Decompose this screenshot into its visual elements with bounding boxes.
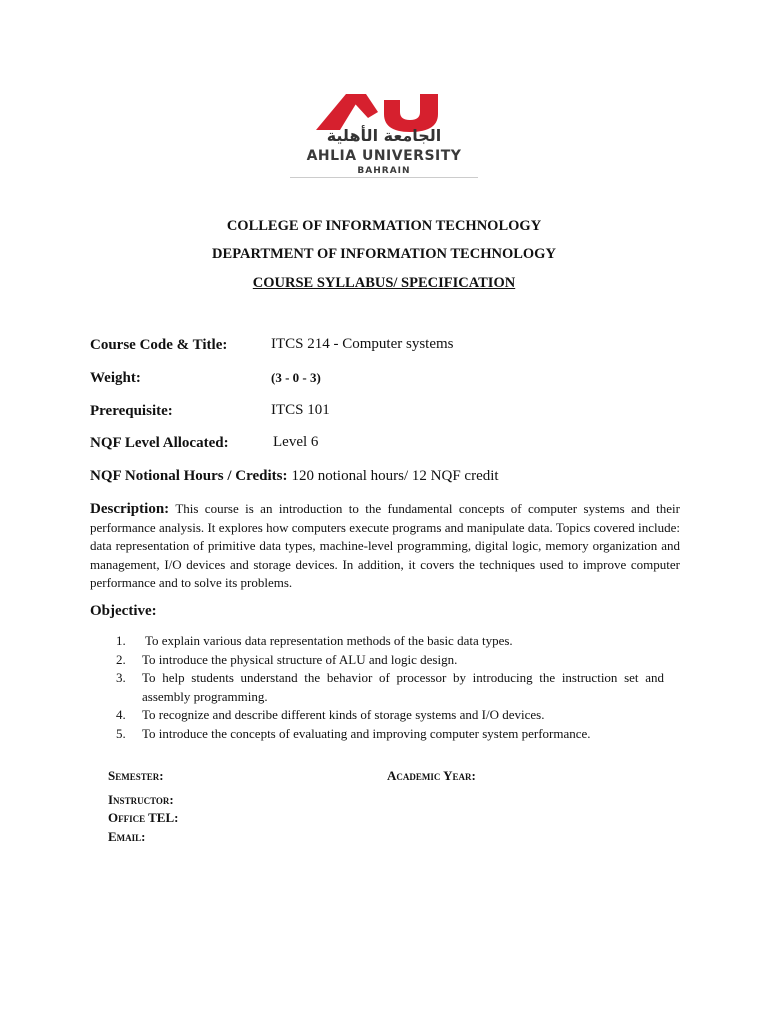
logo-arabic-name: الجامعة الأهلية xyxy=(326,126,442,145)
nqf-level-row xyxy=(90,434,229,452)
course-code-row xyxy=(90,336,227,354)
list-item-text: To introduce the concepts of evaluating and improving computer system performance. xyxy=(142,725,591,741)
prerequisite-row xyxy=(90,402,173,420)
prerequisite-label: Prerequisite: xyxy=(90,403,173,419)
weight-label: Weight: xyxy=(90,370,141,386)
academic-year-label: Academic Year: xyxy=(387,768,476,783)
list-item-text: To recognize and describe different kinds of storage systems and I/O devices. xyxy=(142,707,545,722)
list-item-number: 5. xyxy=(116,725,126,741)
list-item-number: 4. xyxy=(116,707,126,722)
description-label: Description: xyxy=(90,501,170,517)
nqf-hours-row xyxy=(90,467,499,485)
nqf-hours-label: NQF Notional Hours / Credits: xyxy=(90,468,288,484)
weight-row xyxy=(90,369,141,387)
logo-divider xyxy=(290,177,478,178)
list-item xyxy=(116,706,664,725)
office-tel-label: Office TEL: xyxy=(108,810,179,825)
document-title: COURSE SYLLABUS/ SPECIFICATION xyxy=(252,275,516,291)
description-text: This course is an introduction to the fundamental concepts of computer systems and their performance analysis. It explores how computers execute programs and manipulate data. Topics covered include: data representation of primitive data types, machine-level programming, digital logic, memory organization and management, I/O devices and storage devices. In addition, it covers the techniques used to improve computer performance and to solve its problems. xyxy=(90,501,680,590)
list-item-number: 3. xyxy=(116,670,126,685)
list-item-text: To help students understand the behavior of processor by introducing the instruction set and assembly programming. xyxy=(142,670,664,704)
college-heading: COLLEGE OF INFORMATION TECHNOLOGY xyxy=(226,218,542,234)
objective-list xyxy=(116,632,664,743)
instructor-label: Instructor: xyxy=(108,792,174,807)
weight-value: (3 - 0 - 3) xyxy=(271,370,321,385)
list-item-number: 1. xyxy=(116,633,126,648)
logo-country: BAHRAIN xyxy=(357,166,411,176)
department-heading: DEPARTMENT OF INFORMATION TECHNOLOGY xyxy=(212,246,556,262)
nqf-level-value: Level 6 xyxy=(273,434,319,450)
semester-label: Semester: xyxy=(108,768,164,783)
list-item-number: 2. xyxy=(116,651,126,667)
list-item-text: To introduce the physical structure of ALU and logic design. xyxy=(142,651,458,667)
objective-heading: Objective: xyxy=(90,603,157,619)
logo-english-name: AHLIA UNIVERSITY xyxy=(306,148,462,164)
course-code-label: Course Code & Title: xyxy=(90,337,228,353)
list-item xyxy=(116,651,664,670)
list-item xyxy=(116,669,664,706)
list-item xyxy=(116,725,664,744)
list-item xyxy=(116,632,664,651)
course-code-value: ITCS 214 - Computer systems xyxy=(271,336,454,352)
nqf-hours-value: 120 notional hours/ 12 NQF credit xyxy=(291,468,499,484)
nqf-level-label: NQF Level Allocated: xyxy=(90,435,229,451)
list-item-text: To explain various data representation methods of the basic data types. xyxy=(145,633,513,648)
prerequisite-value: ITCS 101 xyxy=(271,402,330,418)
description-paragraph xyxy=(90,500,680,593)
email-label: Email: xyxy=(108,829,146,844)
